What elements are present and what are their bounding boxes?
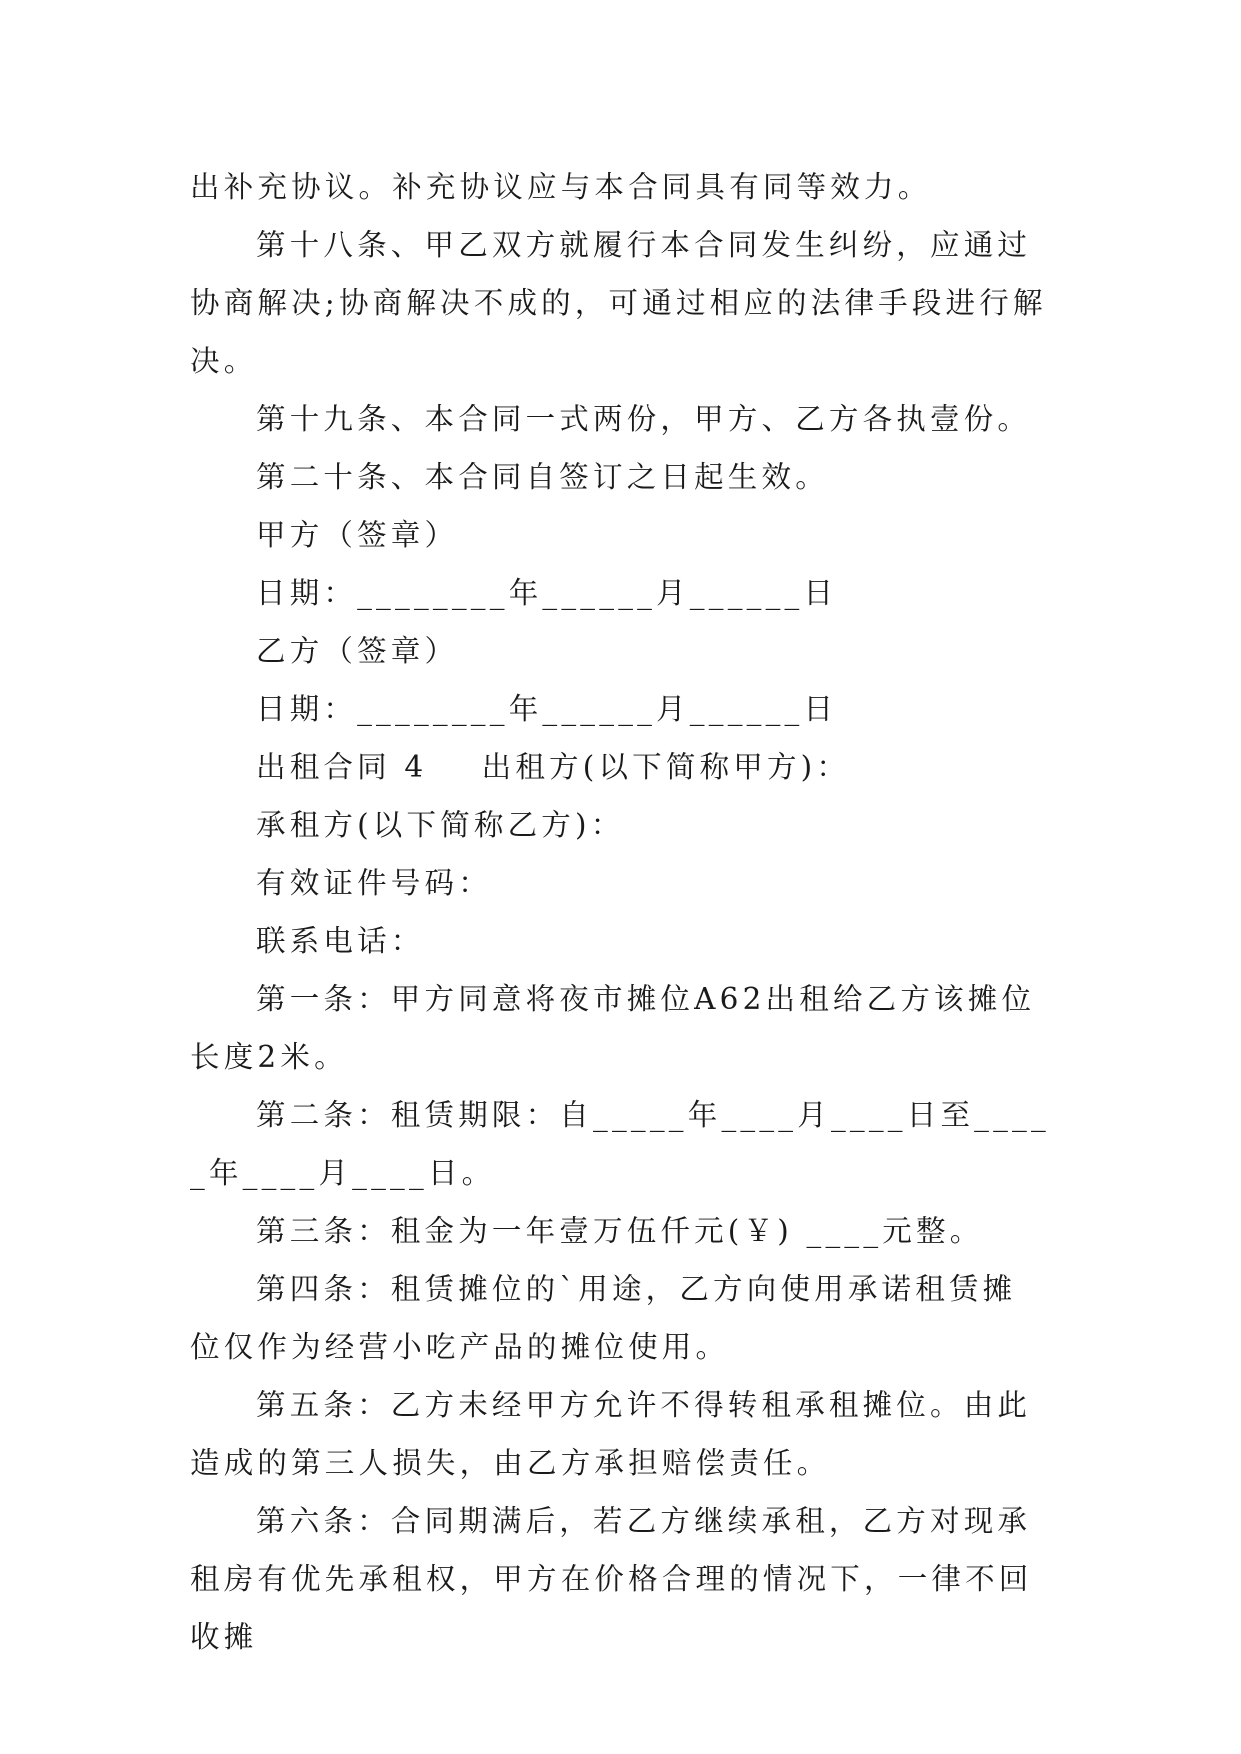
paragraph-article-6: 第六条：合同期满后，若乙方继续承租，乙方对现承租房有优先承租权，甲方在价格合理的情况下，一律不回收摊 (190, 1504, 1033, 1654)
paragraph-article-4: 第四条：租赁摊位的`用途，乙方向使用承诺租赁摊位仅作为经营小吃产品的摊位使用。 (190, 1272, 1017, 1364)
paragraph-article-3: 第三条：租金为一年壹万伍仟元(￥) ____元整。 (256, 1214, 984, 1248)
paragraph-article-1: 第一条：甲方同意将夜市摊位A62出租给乙方该摊位长度2米。 (190, 982, 1036, 1074)
paragraph-article-19: 第十九条、本合同一式两份，甲方、乙方各执壹份。 (256, 402, 1032, 436)
party-a-date-line: 日期：________年______月______日 (256, 576, 838, 610)
party-b-signature-label: 乙方（签章） (256, 634, 459, 668)
paragraph-article-18: 第十八条、甲乙双方就履行本合同发生纠纷，应通过协商解决;协商解决不成的，可通过相应的法律手段进行解决。 (190, 228, 1047, 378)
paragraph-article-2: 第二条：租赁期限：自_____年____月____日至_____年____月____日。 (190, 1098, 1050, 1190)
document-page (190, 158, 1050, 1666)
paragraph-supplement-continued: 出补充协议。补充协议应与本合同具有同等效力。 (190, 170, 932, 204)
id-number-line: 有效证件号码： (256, 866, 492, 900)
paragraph-article-20: 第二十条、本合同自签订之日起生效。 (256, 460, 829, 494)
contract-4-heading-lessor: 出租合同 4 出租方(以下简称甲方)： (256, 750, 851, 784)
phone-line: 联系电话： (256, 924, 425, 958)
paragraph-article-5: 第五条：乙方未经甲方允许不得转租承租摊位。由此造成的第三人损失，由乙方承担赔偿责任。 (190, 1388, 1032, 1480)
party-b-date-line: 日期：________年______月______日 (256, 692, 838, 726)
lessee-line: 承租方(以下简称乙方)： (256, 808, 625, 842)
party-a-signature-label: 甲方（签章） (256, 518, 459, 552)
